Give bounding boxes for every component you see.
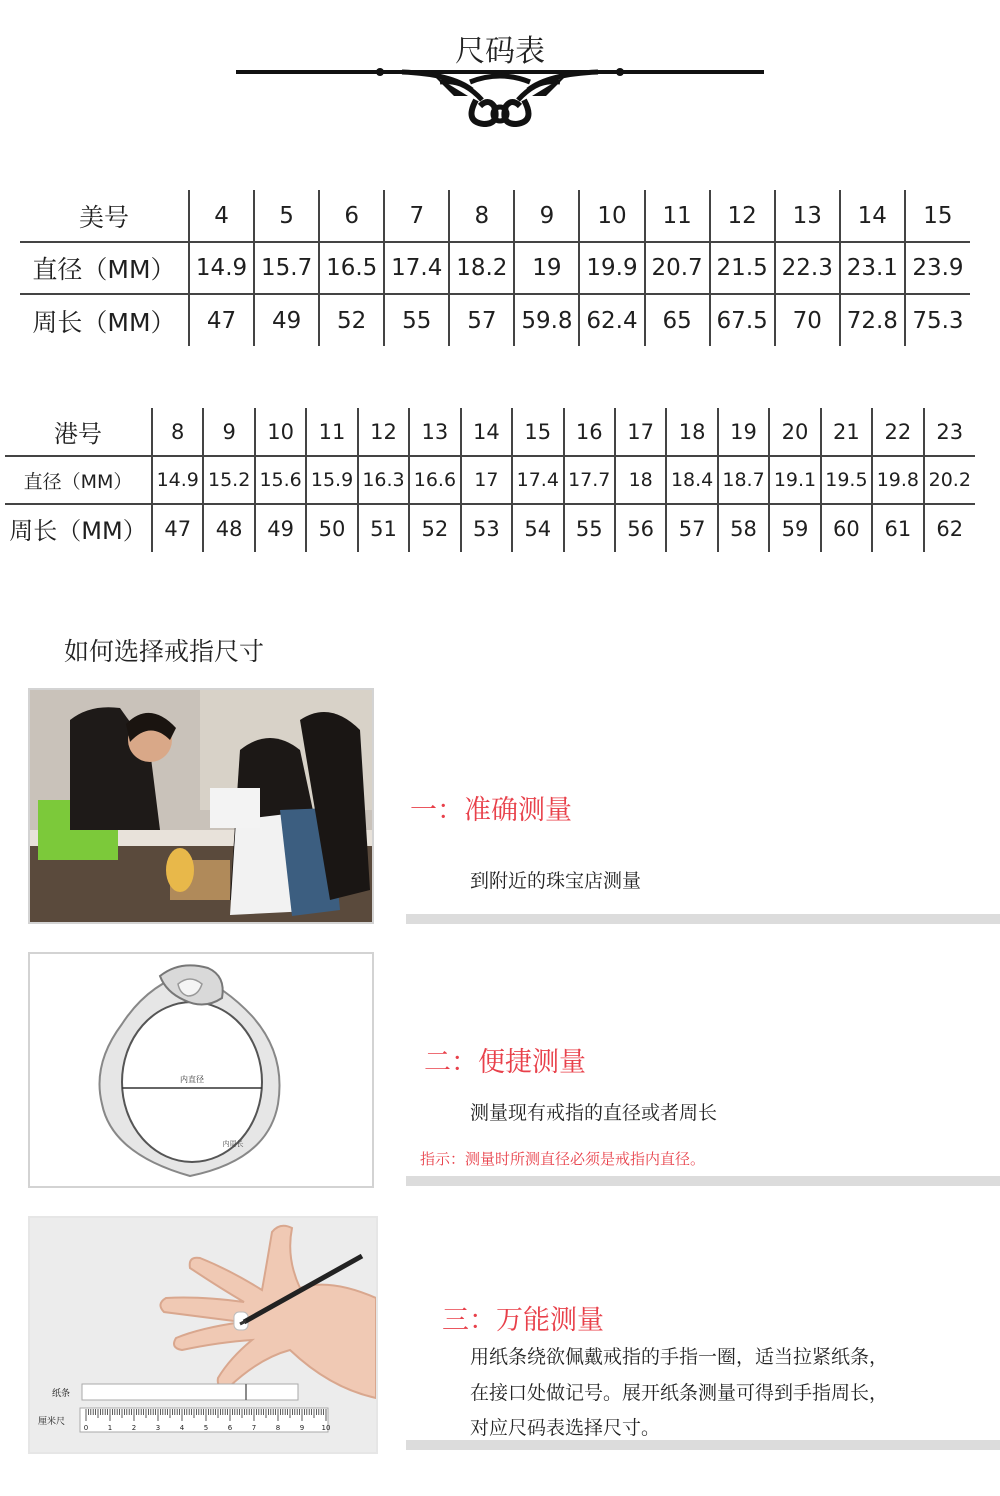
size-cell: 13 [409,408,460,456]
size-cell: 12 [710,190,775,242]
diameter-cell: 18.2 [449,242,514,294]
jewelry-store-photo [28,688,374,924]
diameter-cell: 17 [461,456,512,504]
row-header: 周长（MM） [20,294,189,346]
circumference-cell: 50 [306,504,357,552]
size-cell: 9 [203,408,254,456]
size-cell: 20 [769,408,820,456]
circumference-row [20,294,970,346]
size-cell: 5 [254,190,319,242]
ruler-tick-label: 5 [203,1424,209,1432]
circumference-cell: 59 [769,504,820,552]
size-cell: 4 [189,190,254,242]
circumference-cell: 57 [449,294,514,346]
circumference-cell: 60 [821,504,872,552]
ruler-tick-label: 4 [179,1424,185,1432]
size-cell: 22 [872,408,923,456]
size-cell: 11 [645,190,710,242]
diameter-cell: 16.6 [409,456,460,504]
size-cell: 12 [358,408,409,456]
circumference-cell: 55 [384,294,449,346]
circumference-cell: 57 [666,504,717,552]
method-3-line-2: 在接口处做记号。展开纸条测量可得到手指周长， [470,1382,889,1404]
ruler-tick-label: 2 [131,1424,137,1432]
diameter-cell: 17.4 [512,456,563,504]
diameter-cell: 22.3 [775,242,840,294]
method-3-title: 三：万能测量 [442,1305,604,1336]
diameter-cell: 18 [615,456,666,504]
ruler-tick-label: 6 [227,1424,233,1432]
circumference-cell: 58 [718,504,769,552]
method-1-title: 一：准确测量 [410,795,572,826]
size-cell: 11 [306,408,357,456]
diameter-cell: 19.9 [579,242,644,294]
circumference-cell: 56 [615,504,666,552]
size-cell: 14 [461,408,512,456]
size-cell: 14 [840,190,905,242]
circumference-cell: 47 [189,294,254,346]
size-cell: 17 [615,408,666,456]
circumference-cell: 62.4 [579,294,644,346]
diameter-cell: 15.2 [203,456,254,504]
circumference-cell: 59.8 [514,294,579,346]
circumference-cell: 48 [203,504,254,552]
method-2-text: 测量现有戒指的直径或者周长 [470,1102,718,1124]
diameter-cell: 20.7 [645,242,710,294]
inner-circumference-label: 内周长 [222,1140,244,1148]
circumference-cell: 70 [775,294,840,346]
size-cell: 23 [924,408,975,456]
size-cell: 8 [449,190,514,242]
row-header: 港号 [54,420,102,448]
size-cell: 15 [905,190,970,242]
diameter-cell: 17.4 [384,242,449,294]
size-cell: 9 [514,190,579,242]
size-cell: 18 [666,408,717,456]
ruler-tick-label: 0 [83,1424,89,1432]
circumference-cell: 67.5 [710,294,775,346]
hand-measure-photo [28,1216,378,1454]
circumference-cell: 75.3 [905,294,970,346]
section-divider [406,914,1000,924]
page-title: 尺码表 [455,34,545,69]
ring-diagram [28,952,374,1188]
method-3-line-3: 对应尺码表选择尺寸。 [470,1417,661,1439]
size-cell: 15 [512,408,563,456]
size-cell: 16 [564,408,615,456]
circumference-cell: 61 [872,504,923,552]
us-size-table [20,190,970,346]
size-cell: 8 [152,408,203,456]
diameter-cell: 16.3 [358,456,409,504]
howto-heading: 如何选择戒指尺寸 [64,637,265,666]
row-header: 美号 [78,202,129,232]
circumference-cell: 51 [358,504,409,552]
diameter-cell: 23.9 [905,242,970,294]
diameter-cell: 16.5 [319,242,384,294]
circumference-cell: 49 [255,504,306,552]
diameter-cell: 15.9 [306,456,357,504]
size-cell: 6 [319,190,384,242]
strip-label: 纸条 [52,1389,71,1399]
hk-size-table [5,408,975,552]
diameter-cell: 19.8 [872,456,923,504]
size-cell: 10 [255,408,306,456]
circumference-cell: 65 [645,294,710,346]
diameter-cell: 23.1 [840,242,905,294]
diameter-cell: 15.7 [254,242,319,294]
method-2-tip: 指示：测量时所测直径必须是戒指内直径。 [420,1150,706,1168]
diameter-cell: 19.5 [821,456,872,504]
row-header: 周长（MM） [5,504,152,552]
size-cell: 10 [579,190,644,242]
size-cell: 19 [718,408,769,456]
diameter-cell: 19 [514,242,579,294]
method-3-line-1: 用纸条绕欲佩戴戒指的手指一圈，适当拉紧纸条， [470,1346,889,1368]
ruler-tick-label: 10 [321,1424,331,1432]
diameter-cell: 18.7 [718,456,769,504]
method-1-text: 到附近的珠宝店测量 [470,870,642,892]
ruler-tick-label: 9 [299,1424,305,1432]
ruler-tick-label: 8 [275,1424,281,1432]
ruler-tick-label: 3 [155,1424,161,1432]
circumference-cell: 53 [461,504,512,552]
diameter-row [5,456,975,504]
ruler-tick-label: 1 [107,1424,113,1432]
diameter-cell: 21.5 [710,242,775,294]
row-header: 直径（MM） [5,456,152,504]
diameter-cell: 15.6 [255,456,306,504]
diameter-cell: 17.7 [564,456,615,504]
diameter-cell: 18.4 [666,456,717,504]
row-header: 直径（MM） [20,242,189,294]
circumference-cell: 52 [409,504,460,552]
size-cell: 7 [384,190,449,242]
diameter-cell: 14.9 [189,242,254,294]
size-cell: 13 [775,190,840,242]
circumference-cell: 62 [924,504,975,552]
size-cell: 21 [821,408,872,456]
ornament-divider [232,56,768,136]
ruler-label: 厘米尺 [38,1417,66,1427]
size-row [5,408,975,456]
circumference-cell: 72.8 [840,294,905,346]
diameter-cell: 14.9 [152,456,203,504]
circumference-cell: 54 [512,504,563,552]
ruler-tick-label: 7 [251,1424,257,1432]
circumference-cell: 55 [564,504,615,552]
method-2-title: 二：便捷测量 [424,1047,586,1078]
diameter-cell: 20.2 [924,456,975,504]
section-divider [406,1176,1000,1186]
section-divider [406,1440,1000,1450]
circumference-cell: 47 [152,504,203,552]
circumference-cell: 52 [319,294,384,346]
diameter-row [20,242,970,294]
inner-diameter-label: 内直径 [180,1075,204,1084]
circumference-row [5,504,975,552]
size-row [20,190,970,242]
diameter-cell: 19.1 [769,456,820,504]
circumference-cell: 49 [254,294,319,346]
